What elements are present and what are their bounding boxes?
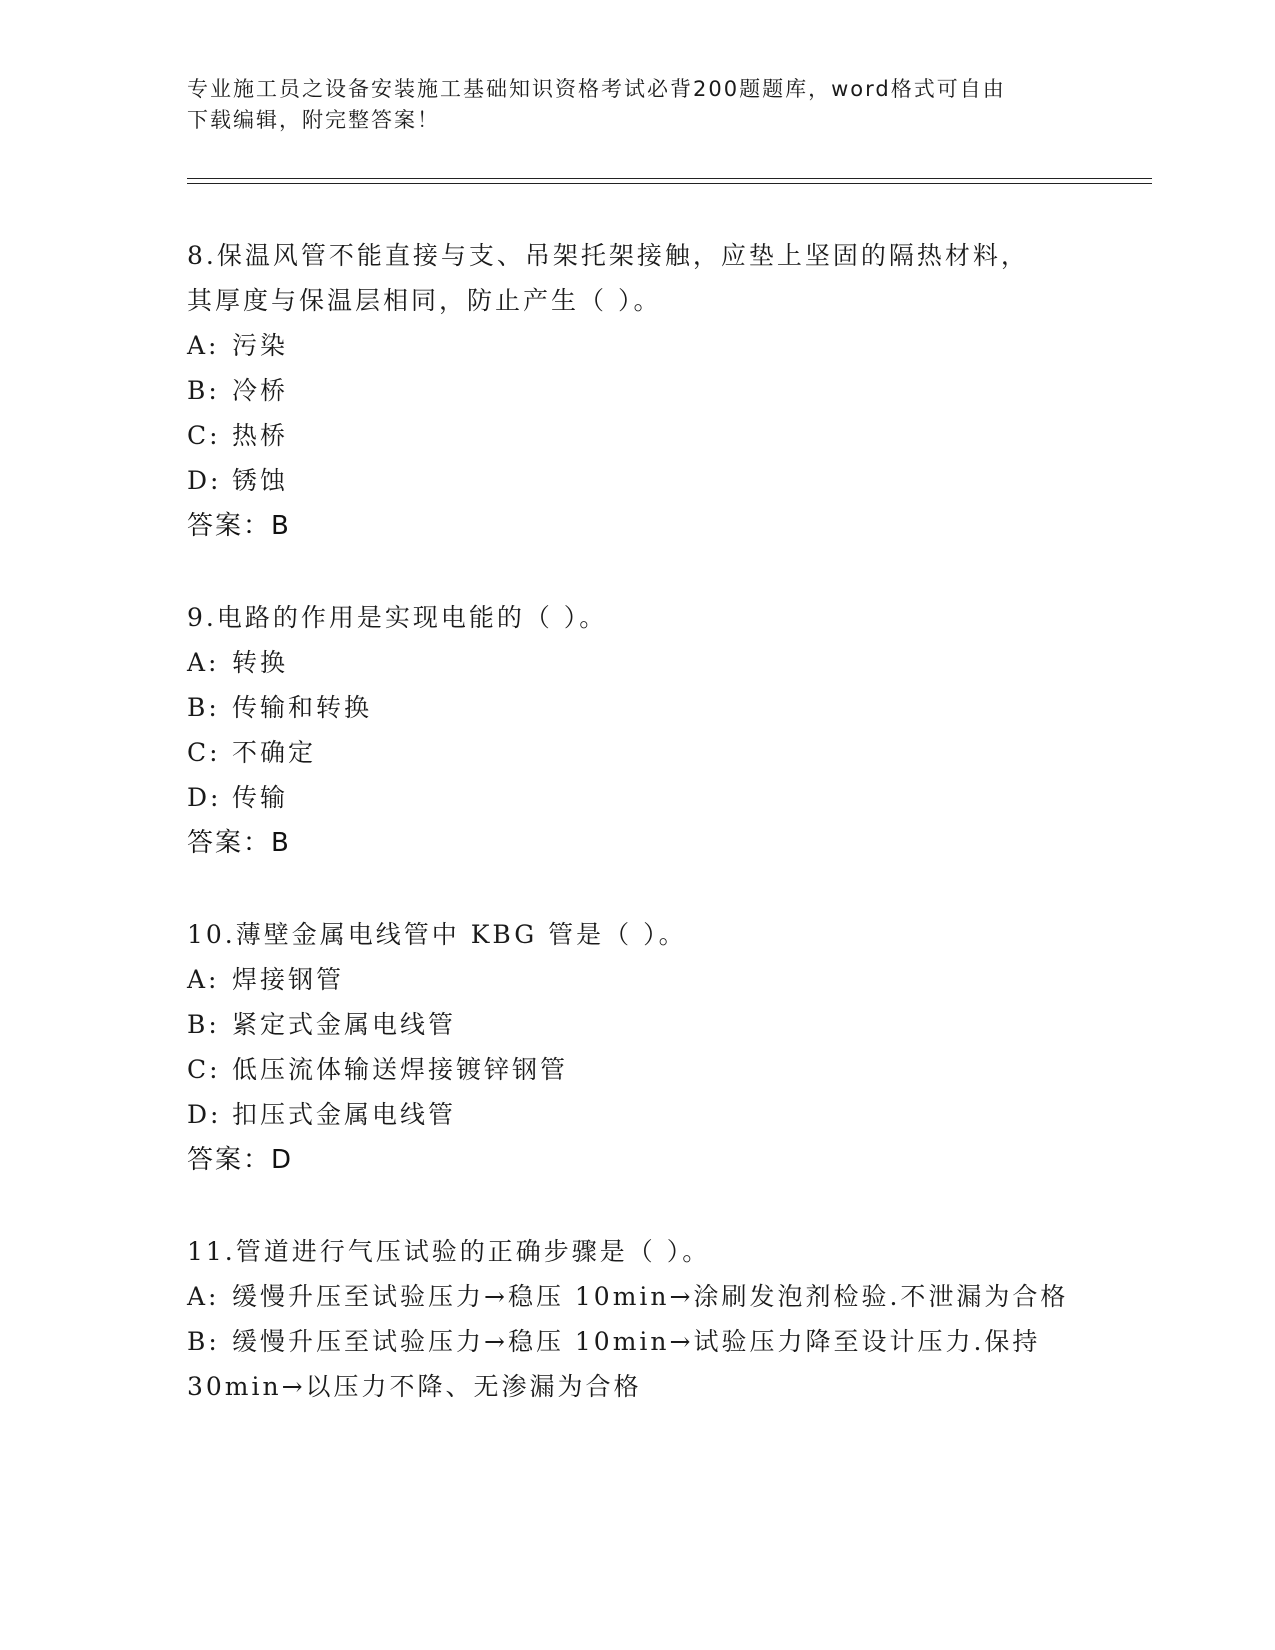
option-a bbox=[187, 1274, 1147, 1319]
option-d bbox=[187, 775, 1147, 820]
question-stem-line: 11.管道进行气压试验的正确步骤是（ ）。 bbox=[187, 1237, 711, 1266]
option-key: A: bbox=[187, 965, 220, 994]
option-key: C: bbox=[187, 1055, 221, 1084]
option-c bbox=[187, 730, 1147, 775]
option-c bbox=[187, 413, 1147, 458]
option-d bbox=[187, 1092, 1147, 1137]
question-list bbox=[187, 233, 1147, 1455]
header-line-1: 专业施工员之设备安装施工基础知识资格考试必背200题题库，word格式可自由 bbox=[187, 77, 1006, 101]
option-text: 低压流体输送焊接镀锌钢管 bbox=[232, 1055, 569, 1084]
option-continuation-line: 30min→以压力不降、无渗漏为合格 bbox=[187, 1372, 642, 1401]
question-stem-line: 8.保温风管不能直接与支、吊架托架接触，应垫上坚固的隔热材料， bbox=[187, 241, 1029, 270]
option-text: 转换 bbox=[232, 648, 289, 677]
question-8 bbox=[187, 233, 1147, 549]
question-11 bbox=[187, 1229, 1147, 1409]
option-text: 传输 bbox=[232, 783, 289, 812]
question-10 bbox=[187, 912, 1147, 1183]
answer-line: 答案：B bbox=[187, 828, 291, 858]
option-text: 缓慢升压至试验压力→稳压 10min→涂刷发泡剂检验.不泄漏为合格 bbox=[232, 1282, 1069, 1311]
option-d bbox=[187, 458, 1147, 503]
option-c bbox=[187, 1047, 1147, 1092]
answer-line: 答案：B bbox=[187, 511, 291, 541]
header-line-2: 下载编辑，附完整答案！ bbox=[187, 108, 440, 132]
question-stem-line: 其厚度与保温层相同，防止产生（ ）。 bbox=[187, 286, 662, 315]
option-text: 热桥 bbox=[232, 421, 289, 450]
header-divider-top bbox=[187, 178, 1152, 179]
option-text: 紧定式金属电线管 bbox=[232, 1010, 457, 1039]
option-text: 缓慢升压至试验压力→稳压 10min→试验压力降至设计压力.保持 bbox=[232, 1327, 1041, 1356]
option-a bbox=[187, 957, 1147, 1002]
option-text: 不确定 bbox=[232, 738, 317, 767]
option-key: A: bbox=[187, 331, 220, 360]
option-key: D: bbox=[187, 466, 222, 495]
option-text: 焊接钢管 bbox=[232, 965, 345, 994]
option-text: 污染 bbox=[232, 331, 289, 360]
option-key: A: bbox=[187, 1282, 220, 1311]
header-divider-bottom bbox=[187, 183, 1152, 184]
option-text: 传输和转换 bbox=[232, 693, 373, 722]
option-key: B: bbox=[187, 1010, 220, 1039]
option-key: B: bbox=[187, 376, 220, 405]
option-key: B: bbox=[187, 693, 220, 722]
question-9 bbox=[187, 595, 1147, 866]
option-text: 扣压式金属电线管 bbox=[232, 1100, 457, 1129]
document-header bbox=[187, 74, 1087, 136]
option-b bbox=[187, 685, 1147, 730]
option-key: B: bbox=[187, 1327, 220, 1356]
question-stem-line: 9.电路的作用是实现电能的（ ）。 bbox=[187, 603, 608, 632]
option-key: A: bbox=[187, 648, 220, 677]
option-text: 锈蚀 bbox=[232, 466, 289, 495]
option-text: 冷桥 bbox=[232, 376, 289, 405]
option-key: C: bbox=[187, 738, 221, 767]
question-stem-line: 10.薄壁金属电线管中 KBG 管是（ ）。 bbox=[187, 920, 687, 949]
answer-line: 答案：D bbox=[187, 1145, 294, 1175]
option-b bbox=[187, 1319, 1147, 1364]
option-b bbox=[187, 368, 1147, 413]
option-a bbox=[187, 640, 1147, 685]
option-key: D: bbox=[187, 783, 222, 812]
option-key: D: bbox=[187, 1100, 222, 1129]
option-b bbox=[187, 1002, 1147, 1047]
option-a bbox=[187, 323, 1147, 368]
option-key: C: bbox=[187, 421, 221, 450]
